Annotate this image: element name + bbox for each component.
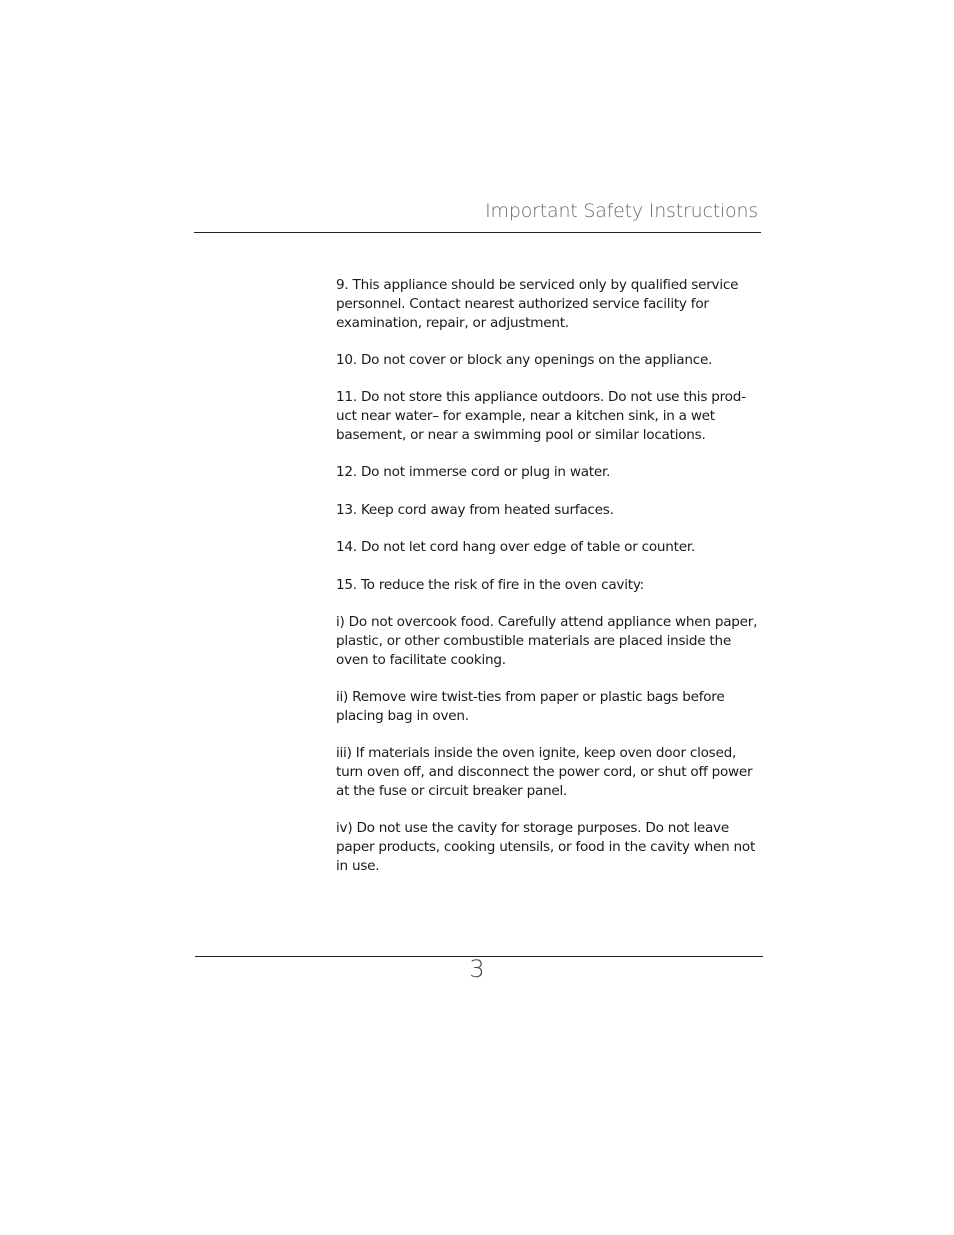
- instruction-15-ii: ii) Remove wire twist-ties from paper or plastic bags before placing bag in oven.: [336, 688, 725, 724]
- instruction-12: 12. Do not immerse cord or plug in water.: [336, 464, 611, 481]
- instruction-10: 10. Do not cover or block any openings on the appliance.: [336, 351, 713, 368]
- instruction-13: 13. Keep cord away from heated surfaces.: [336, 501, 614, 518]
- instruction-15-iii: iii) If materials inside the oven ignite, keep oven door closed, turn oven off, and disconnect the power cord, or shut off power at the fuse or circuit breaker panel.: [336, 745, 753, 799]
- page-number: 3: [469, 955, 485, 983]
- header-rule: [194, 232, 761, 233]
- instruction-15-iv: iv) Do not use the cavity for storage purposes. Do not leave paper products, cooking utensils, or food in the cavity when not in use.: [336, 820, 756, 874]
- page-header-title: Important Safety Instructions: [485, 200, 758, 222]
- instruction-15: 15. To reduce the risk of fire in the oven cavity:: [336, 576, 644, 593]
- instructions-body: [336, 276, 762, 894]
- instruction-14: 14. Do not let cord hang over edge of table or counter.: [336, 539, 695, 556]
- instruction-11: 11. Do not store this appliance outdoors. Do not use this prod-uct near water– for example, near a kitchen sink, in a wet basement, or near a swimming pool or similar locations.: [336, 389, 746, 443]
- instruction-9: 9. This appliance should be serviced only by qualified service personnel. Contact nearest authorized service facility for examination, repair, or adjustment.: [336, 277, 739, 331]
- instruction-15-i: i) Do not overcook food. Carefully attend appliance when paper, plastic, or other combustible materials are placed inside the oven to facilitate cooking.: [336, 613, 758, 668]
